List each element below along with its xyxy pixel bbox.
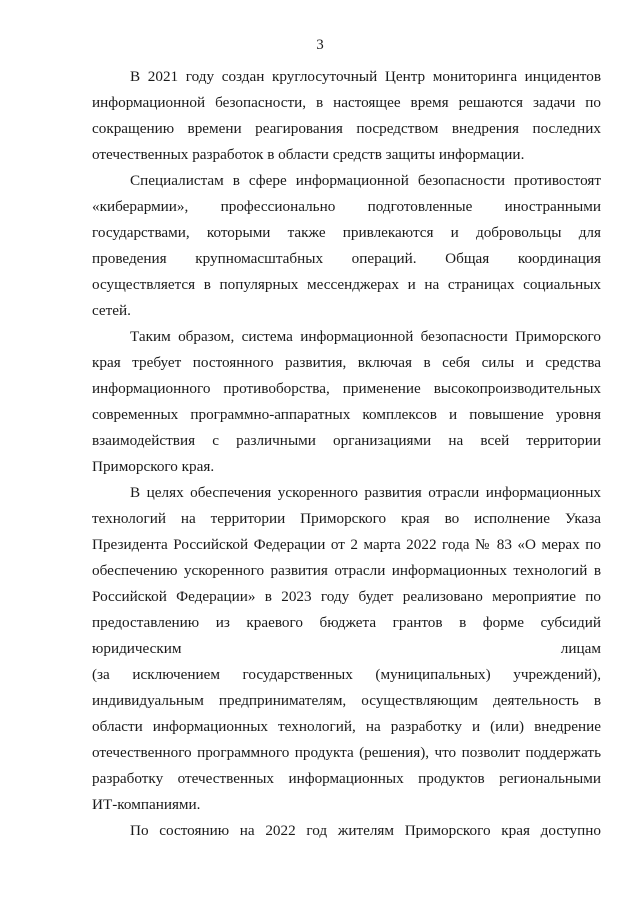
paragraph-line: юридическим лицам bbox=[92, 640, 601, 657]
paragraph-line: информационной безопасности, в настоящее время решаются задачи по bbox=[92, 94, 601, 111]
paragraph-line: Президента Российской Федерации от 2 марта 2022 года № 83 «О мерах по bbox=[92, 536, 601, 553]
paragraph-line: современных программно-аппаратных комплексов и повышение уровня bbox=[92, 406, 601, 423]
paragraph-line: обеспечению ускоренного развития отрасли информационных технологий в bbox=[92, 562, 601, 579]
paragraph-line: Таким образом, система информационной безопасности Приморского bbox=[130, 328, 601, 345]
paragraph-line: «киберармии», профессионально подготовленные иностранными bbox=[92, 198, 601, 215]
paragraph-line: государствами, которыми также привлекаются и добровольцы для bbox=[92, 224, 601, 241]
paragraph-line: В 2021 году создан круглосуточный Центр мониторинга инцидентов bbox=[130, 68, 601, 85]
paragraph-line: отечественного программного продукта (решения), что позволит поддержать bbox=[92, 744, 601, 761]
document-body bbox=[92, 64, 601, 844]
paragraph bbox=[92, 168, 601, 324]
paragraph-line: предоставлению из краевого бюджета грантов в форме субсидий bbox=[92, 614, 601, 631]
paragraph-line: отечественных разработок в области средств защиты информации. bbox=[92, 146, 525, 163]
page-number: 3 bbox=[316, 37, 324, 53]
paragraph-line: Приморского края. bbox=[92, 458, 215, 475]
paragraph-line: ИТ-компаниями. bbox=[92, 796, 201, 813]
paragraph-line: Российской Федерации» в 2023 году будет реализовано мероприятие по bbox=[92, 588, 601, 605]
paragraph bbox=[92, 818, 601, 844]
paragraph-line: осуществляется в популярных мессенджерах и на страницах социальных bbox=[92, 276, 601, 293]
paragraph-line: области информационных технологий, на разработку и (или) внедрение bbox=[92, 718, 601, 735]
paragraph-line: взаимодействия с различными организациями на всей территории bbox=[92, 432, 601, 449]
paragraph-line: По состоянию на 2022 год жителям Приморского края доступно bbox=[130, 822, 601, 839]
paragraph bbox=[92, 324, 601, 480]
paragraph-line: края требует постоянного развития, включая в себя силы и средства bbox=[92, 354, 601, 371]
paragraph-line: сетей. bbox=[92, 302, 131, 319]
paragraph-line: проведения крупномасштабных операций. Общая координация bbox=[92, 250, 601, 267]
paragraph-line: сокращению времени реагирования посредством внедрения последних bbox=[92, 120, 601, 137]
paragraph bbox=[92, 64, 601, 168]
paragraph-line: информационного противоборства, применение высокопроизводительных bbox=[92, 380, 601, 397]
paragraph-line: (за исключением государственных (муниципальных) учреждений), bbox=[92, 666, 601, 683]
paragraph-line: Специалистам в сфере информационной безопасности противостоят bbox=[130, 172, 601, 189]
paragraph-line: индивидуальным предпринимателям, осуществляющим деятельность в bbox=[92, 692, 601, 709]
paragraph-line: технологий на территории Приморского края во исполнение Указа bbox=[92, 510, 601, 527]
paragraph-line: разработку отечественных информационных продуктов региональными bbox=[92, 770, 601, 787]
paragraph bbox=[92, 480, 601, 818]
paragraph-line: В целях обеспечения ускоренного развития отрасли информационных bbox=[130, 484, 601, 501]
